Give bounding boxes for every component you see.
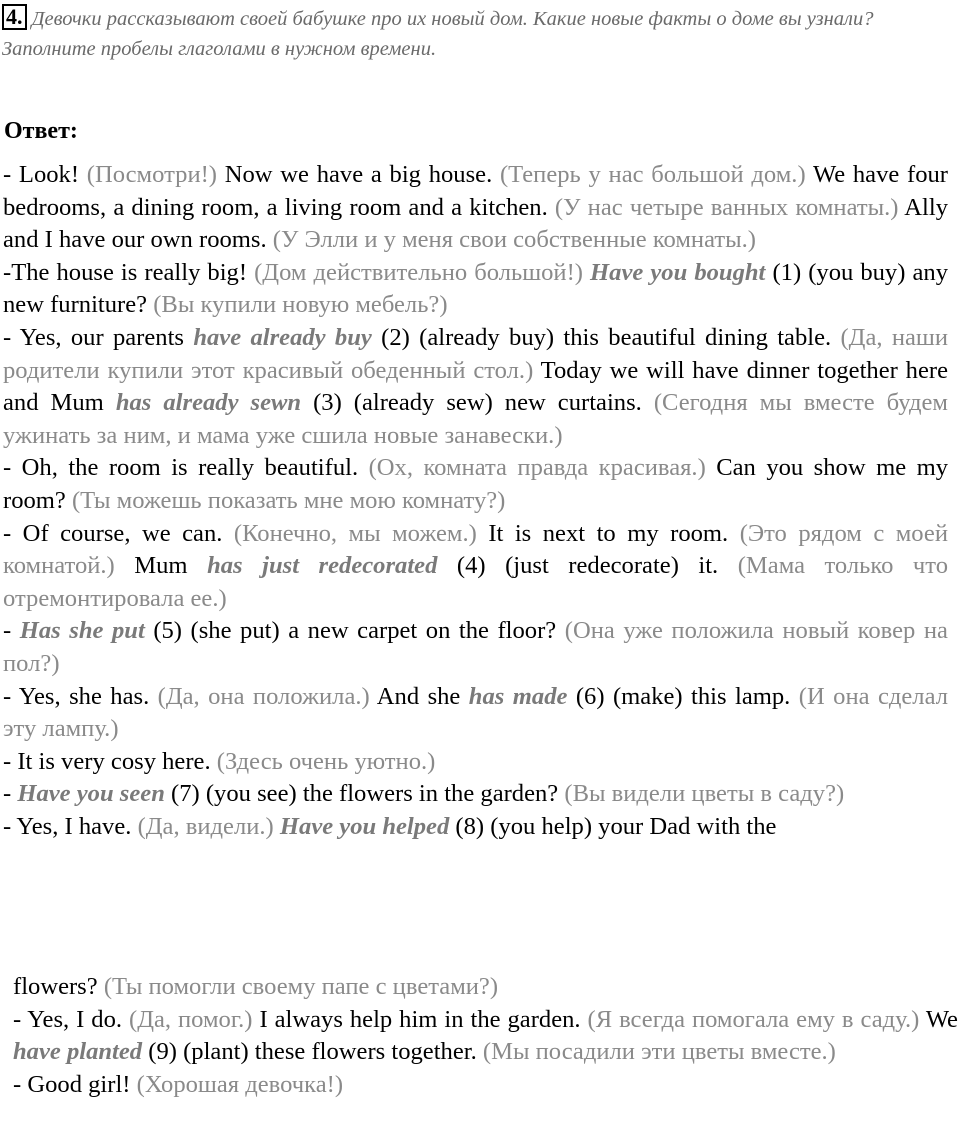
dialogue-text: Today we will have dinner together here and Mum bbox=[3, 356, 948, 417]
answer-verb: Have you seen bbox=[17, 780, 165, 808]
dialogue-line bbox=[3, 811, 948, 844]
answer-verb: has already sewn bbox=[115, 389, 302, 417]
task-statement bbox=[2, 4, 952, 64]
dialogue-line bbox=[13, 1004, 958, 1069]
answer-verb: have already buy bbox=[193, 323, 372, 351]
translation-text: (Хорошая девочка!) bbox=[136, 1070, 344, 1098]
translation-text: (И она сделал эту лампу.) bbox=[3, 682, 948, 743]
dialogue-line bbox=[3, 452, 948, 517]
translation-text: (У нас четыре ванных комнаты.) bbox=[554, 193, 899, 221]
answer-verb: has just redecorated bbox=[207, 552, 438, 580]
translation-text: (Да, она положила.) bbox=[157, 682, 370, 710]
translation-text: (Она уже положила новый ковер на пол?) bbox=[3, 617, 948, 677]
dialogue-text: - Look! bbox=[3, 161, 87, 188]
translation-text: (Конечно, мы можем.) bbox=[233, 519, 477, 547]
dialogue-text: flowers? bbox=[13, 973, 104, 1000]
dialogue-text: (4) (just redecorate) it. bbox=[437, 552, 738, 580]
task-text: Девочки рассказывают своей бабушке про их новый дом. Какие новые факты о доме вы узнали? Заполните пробелы глаголами в нужном времени. bbox=[2, 8, 874, 60]
answer-label: Ответ: bbox=[4, 118, 78, 144]
dialogue-text: -The house is really big! bbox=[3, 258, 255, 286]
dialogue-line bbox=[3, 746, 948, 779]
dialogue-text: - Good girl! bbox=[13, 1070, 137, 1098]
answer-verb: Have you bought bbox=[590, 258, 766, 286]
dialogue-line bbox=[13, 971, 958, 1004]
answer-verb: Has she put bbox=[19, 617, 145, 645]
dialogue-text: - bbox=[3, 780, 18, 808]
dialogue-text bbox=[583, 259, 590, 286]
translation-text: (Ох, комната правда красивая.) bbox=[368, 454, 706, 482]
dialogue-text: We have four bedrooms, a dining room, a living room and a kitchen. bbox=[3, 161, 948, 221]
translation-text: (Да, помог.) bbox=[129, 1005, 253, 1033]
dialogue-text: (3) (already sew) new curtains. bbox=[301, 389, 654, 417]
dialogue-line bbox=[3, 778, 948, 811]
dialogue-line bbox=[3, 257, 948, 322]
dialogue-text: (1) (you buy) any new furniture? bbox=[3, 258, 948, 319]
answer-verb: have planted bbox=[13, 1038, 143, 1066]
dialogue-text: (9) (plant) these flowers together. bbox=[142, 1038, 483, 1066]
translation-text: (Вы купили новую мебель?) bbox=[153, 291, 448, 319]
dialogue-text: - Of course, we can. bbox=[3, 519, 234, 547]
answer-dialogue-continued bbox=[13, 971, 958, 1101]
dialogue-line bbox=[3, 615, 948, 680]
dialogue-text: Mum bbox=[114, 552, 208, 580]
dialogue-line bbox=[3, 518, 948, 616]
dialogue-line bbox=[3, 681, 948, 746]
answer-verb: has made bbox=[468, 682, 568, 710]
dialogue-text: I always help him in the garden. bbox=[252, 1005, 588, 1033]
dialogue-text: It is next to my room. bbox=[476, 519, 740, 547]
translation-text: (Вы видели цветы в саду?) bbox=[564, 780, 845, 808]
translation-text: (Теперь у нас большой дом.) bbox=[499, 161, 806, 188]
dialogue-text: Can you show me my room? bbox=[3, 454, 949, 514]
dialogue-line bbox=[13, 1069, 958, 1102]
translation-text: (Здесь очень уютно.) bbox=[216, 747, 436, 775]
translation-text: (Да, наши родители купили этот красивый обеденный стол.) bbox=[3, 323, 949, 384]
answer-verb: Have you helped bbox=[279, 812, 450, 840]
translation-text: (Мы посадили эти цветы вместе.) bbox=[482, 1038, 836, 1066]
dialogue-text: (7) (you see) the flowers in the garden? bbox=[164, 780, 565, 808]
translation-text: (У Элли и у меня свои собственные комнаты.) bbox=[272, 226, 756, 254]
dialogue-text: - It is very cosy here. bbox=[3, 747, 217, 775]
dialogue-text: Now we have a big house. bbox=[216, 161, 500, 188]
translation-text: (Посмотри!) bbox=[86, 161, 217, 188]
translation-text: (Это рядом с моей комнатой.) bbox=[3, 519, 948, 580]
dialogue-text: We bbox=[919, 1005, 958, 1033]
dialogue-text: (8) (you help) your Dad with the bbox=[449, 812, 777, 840]
translation-text: (Я всегда помогала ему в саду.) bbox=[587, 1005, 920, 1033]
dialogue-text: And she bbox=[369, 682, 469, 710]
translation-text: (Мама только что отремонтировала ее.) bbox=[3, 552, 948, 612]
translation-text: (Дом действительно большой!) bbox=[254, 258, 583, 286]
dialogue-text: Ally and I have our own rooms. bbox=[3, 193, 949, 254]
translation-text: (Ты можешь показать мне мою комнату?) bbox=[71, 486, 506, 514]
dialogue-text: (2) (already buy) this beautiful dining table. bbox=[371, 323, 841, 351]
dialogue-text: - Yes, I do. bbox=[13, 1005, 129, 1033]
dialogue-text: - Yes, she has. bbox=[3, 682, 158, 710]
translation-text: (Да, видели.) bbox=[137, 812, 274, 840]
dialogue-text: - bbox=[3, 617, 20, 645]
dialogue-line bbox=[3, 322, 948, 452]
dialogue-text: (6) (make) this lamp. bbox=[567, 682, 799, 710]
dialogue-text: - Yes, our parents bbox=[3, 323, 194, 351]
answer-dialogue bbox=[3, 159, 948, 843]
translation-text: (Ты помогли своему папе с цветами?) bbox=[103, 973, 499, 1000]
task-number: 4. bbox=[2, 4, 27, 30]
dialogue-text: (5) (she put) a new carpet on the floor? bbox=[144, 617, 565, 645]
translation-text: (Сегодня мы вместе будем ужинать за ним, и мама уже сшила новые занавески.) bbox=[3, 389, 948, 449]
dialogue-text: - Yes, I have. bbox=[3, 812, 138, 840]
dialogue-line bbox=[3, 159, 948, 257]
dialogue-text: - Oh, the room is really beautiful. bbox=[3, 454, 369, 482]
